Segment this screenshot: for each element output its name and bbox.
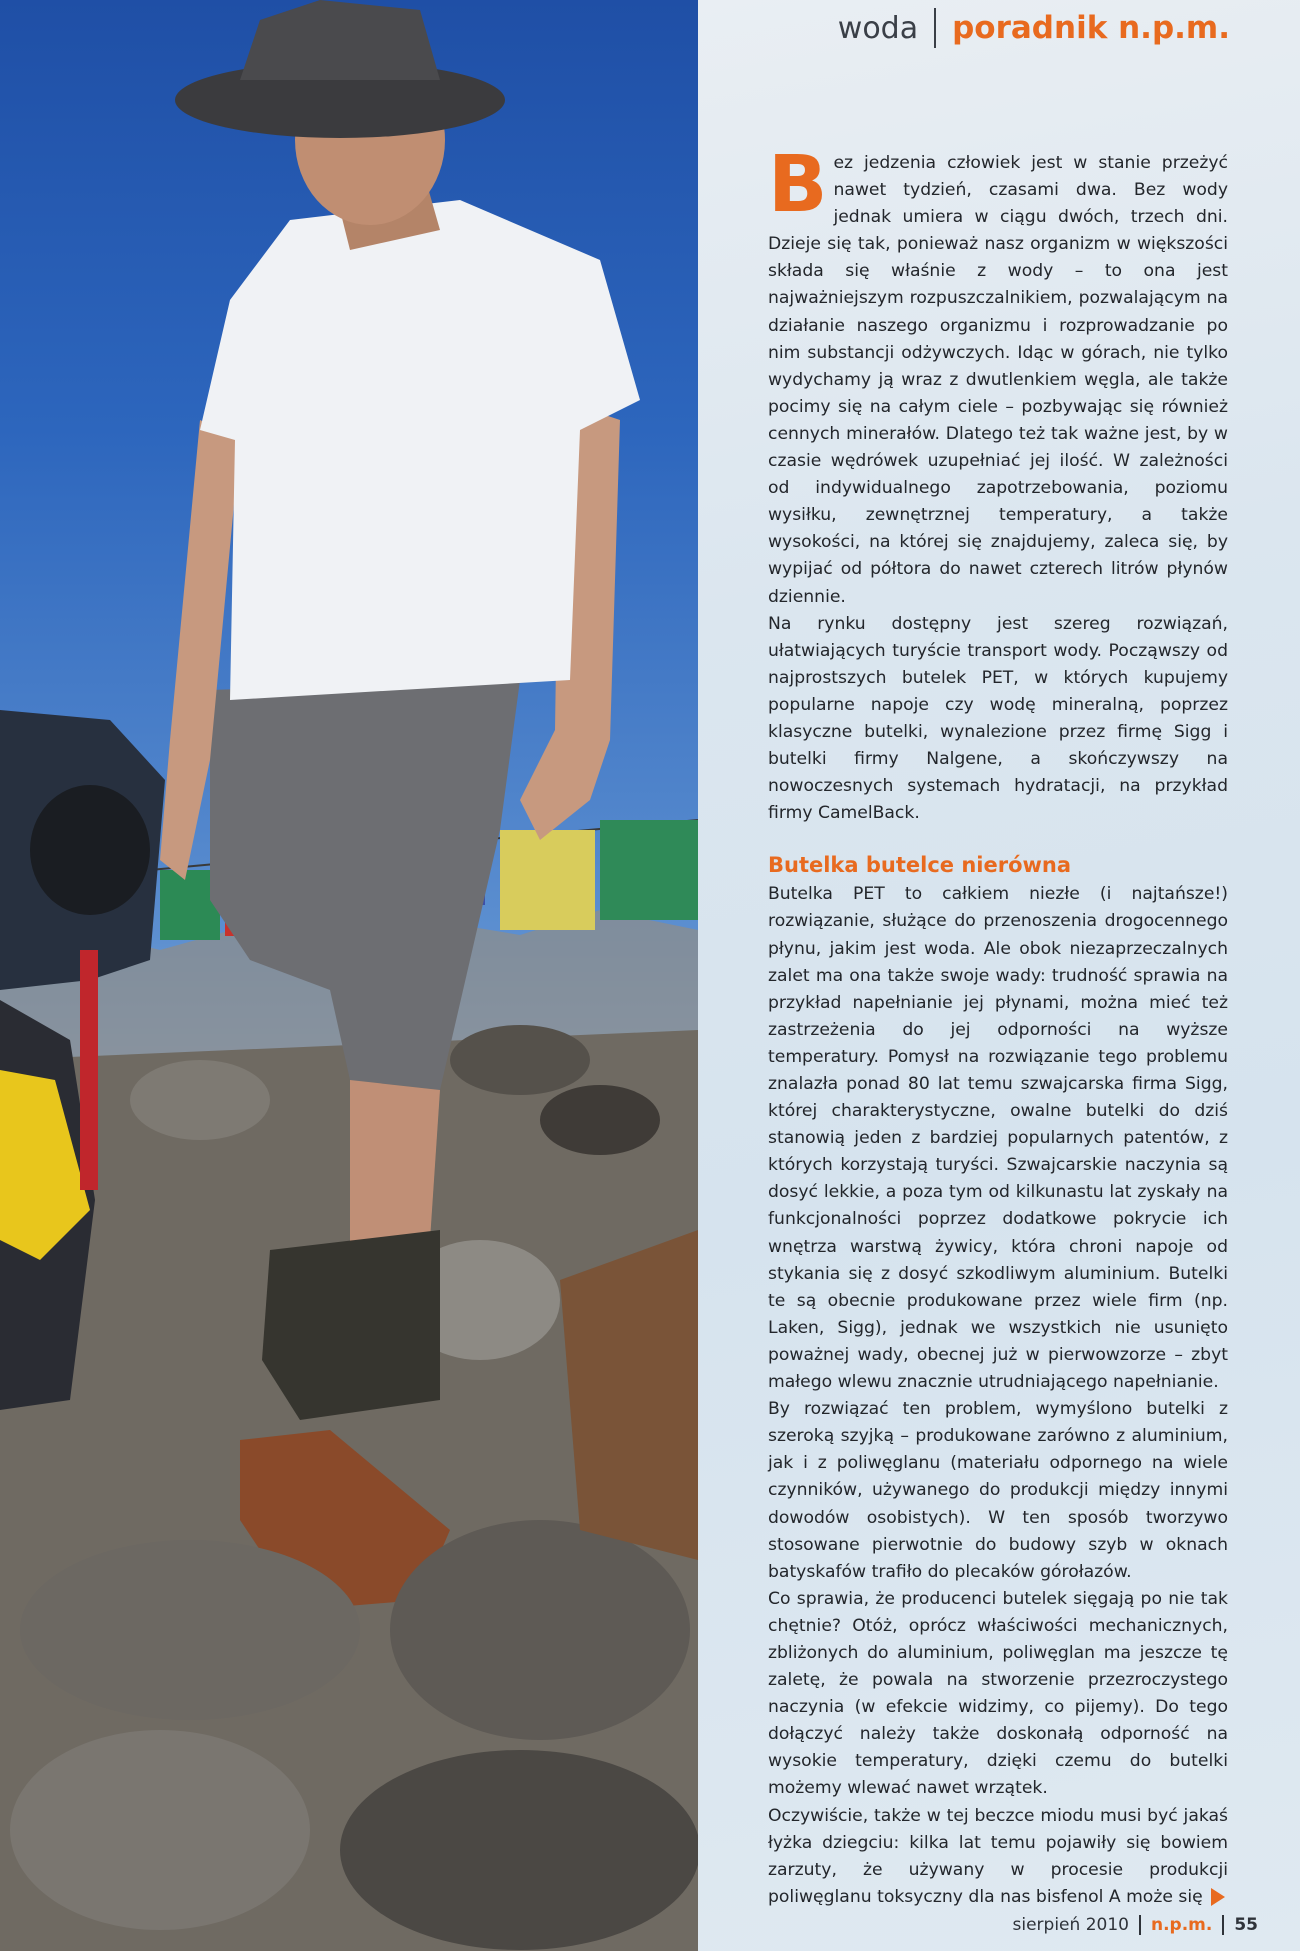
paragraph-5: Co sprawia, że producenci butelek sięgają po nie tak chętnie? Otóż, oprócz właściwości mechanicznych, zbliżonych do aluminium, poliwęglan ma jeszcze tę zaletę, że powala na stworzenie przezroczystego naczynia (w efekcie widzimy, co pijemy). Do tego dołączyć należy także doskonałą odporność na wysokie temperatury, dzięki czemu do butelki możemy wlewać nawet wrzątek. [768, 1588, 1228, 1799]
issue-date: sierpień 2010 [1012, 1915, 1129, 1935]
article-body [768, 140, 1228, 1911]
section-label: woda [837, 10, 919, 46]
paragraph-4: By rozwiązać ten problem, wymyślono butelki z szeroką szyjką – produkowane zarówno z aluminium, jak i z poliwęglanu (materiału odpornego na wiele czynników, używanego do produkcji między innymi dowodów osobistych). W ten sposób tworzywo stosowane pierwotnie do budowy szyb w oknach batyskafów trafiło do plecaków górołazów. [768, 1399, 1228, 1582]
paragraph-3: Butelka PET to całkiem niezłe (i najtańsze!) rozwiązanie, służące do przenoszenia drogocennego płynu, jakim jest woda. Ale obok niezaprzeczalnych zalet ma ona także swoje wady: trudność sprawia na przykład napełnianie jej płynami, można mieć też zastrzeżenia do jej odporności na wyższe temperatury. Pomysł na rozwiązanie tego problemu znalazła ponad 80 lat temu szwajcarska firma Sigg, której charakterystyczne, owalne butelki do dziś stanowią jeden z bardziej popularnych patentów, z których korzystają turyści. Szwajcarskie naczynia są dosyć lekkie, a poza tym od kilkunastu lat zyskały na funkcjonalności poprzez dodatkowe pokrycie ich wnętrza warstwą żywicy, która chroni napoje od stykania się z dosyć szkodliwym aluminium. Butelki te są obecnie produkowane przez wiele firm (np. Laken, Sigg), jednak we wszystkich nie usunięto poważnej wady, obecnej już w pierwowzorze – zbyt małego wlewu znacznie utrudniającego napełnianie. [768, 884, 1228, 1393]
article-page [698, 0, 1300, 1951]
paragraph-1 [768, 140, 1228, 611]
continue-arrow-icon [1211, 1888, 1225, 1906]
footer-divider-2 [1222, 1915, 1224, 1935]
subheading: Butelka butelce nierówna [768, 853, 1072, 878]
page-footer [1013, 1915, 1258, 1935]
footer-brand: n.p.m. [1150, 1915, 1213, 1935]
magazine-brand: poradnik n.p.m. [952, 10, 1230, 46]
paragraph-2: Na rynku dostępny jest szereg rozwiązań, ułatwiających turyście transport wody. Począwszy od najprostszych butelek PET, w których kupujemy popularne napoje czy wodę mineralną, poprzez klasyczne butelki, wynalezione przez firmę Sigg i butelki firmy Nalgene, a skończywszy na nowoczesnych systemach hydratacji, na przykład firmy CamelBack. [768, 613, 1228, 824]
footer-divider [1139, 1915, 1141, 1935]
page-header [838, 8, 1230, 48]
paragraph-6-text: Oczywiście, także w tej beczce miodu musi być jakaś łyżka dziegciu: kilka lat temu pojawiły się bowiem zarzuty, że używany w procesie produkcji poliwęglanu toksyczny dla nas bisfenol A może się [768, 1805, 1228, 1907]
dropcap: B [768, 140, 828, 230]
paragraph-1-text: ez jedzenia człowiek jest w stanie przeżyć nawet tydzień, czasami dwa. Bez wody jednak umiera w ciągu dwóch, trzech dni. Dzieje się tak, ponieważ nasz organizm w większości składa się właśnie z wody – to ona jest najważniejszym rozpuszczalnikiem, pozwalającym na działanie naszego organizmu i rozprowadzanie po nim substancji odżywczych. Idąc w górach, nie tylko wydychamy ją wraz z dwutlenkiem węgla, ale także pocimy się na całym ciele – pozbywając się również cennych minerałów. Dlatego też tak ważne jest, by w czasie wędrówek uzupełniać jej ilość. W zależności od indywidualnego zapotrzebowania, poziomu wysiłku, zewnętrznej temperatury, a także wysokości, na której się znajdujemy, zaleca się, by wypijać od półtora do nawet czterech litrów płynów dziennie. [768, 153, 1228, 607]
page-number: 55 [1234, 1915, 1258, 1935]
paragraph-6 [768, 1803, 1228, 1911]
